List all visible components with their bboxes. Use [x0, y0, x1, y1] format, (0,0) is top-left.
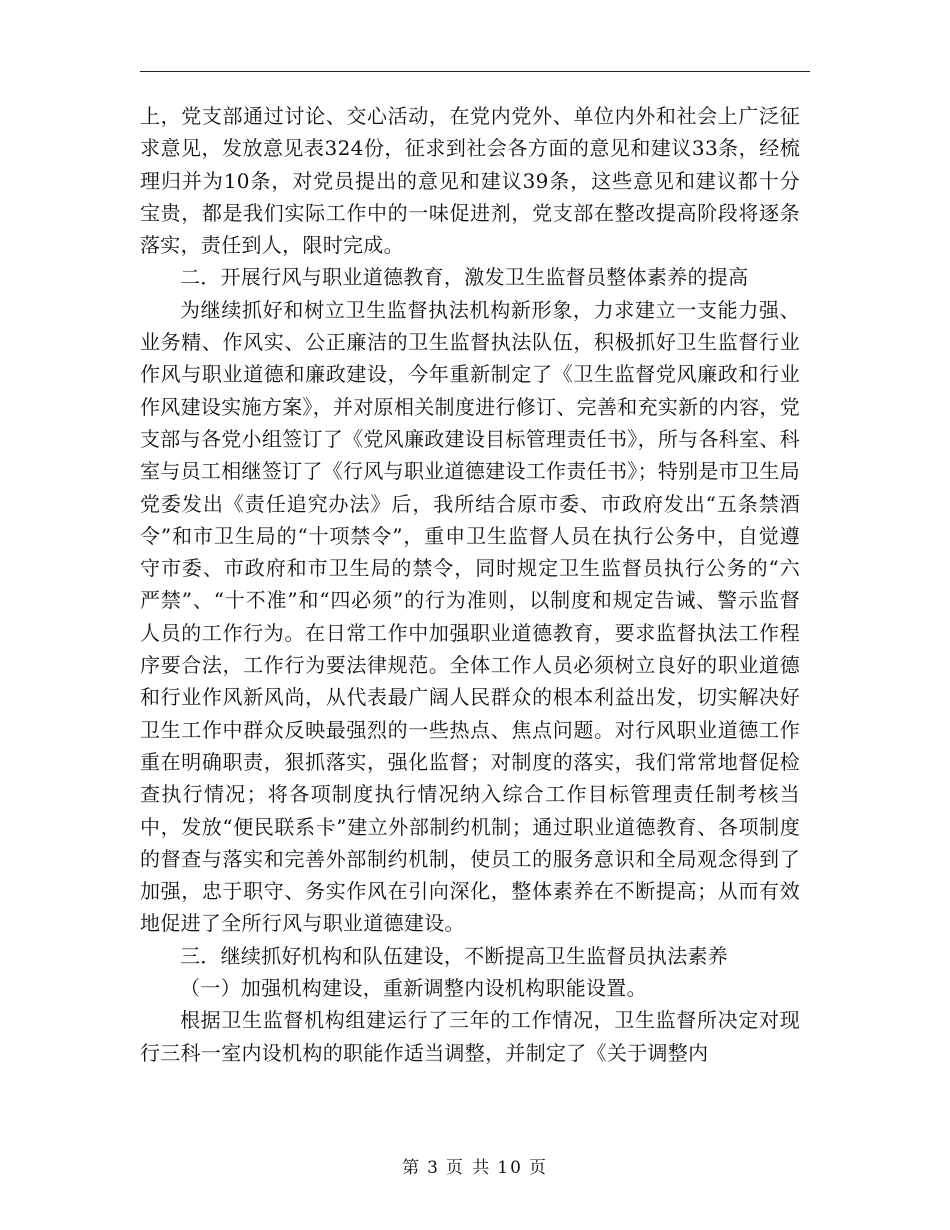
paragraph: 为继续抓好和树立卫生监督执法机构新形象，力求建立一支能力强、业务精、作风实、公正廉洁的卫生监督执法队伍，积极抓好卫生监督行业作风与职业道德和廉政建设，今年重新制定了《卫生监督党风廉政和行业作风建设实施方案》，并对原相关制度进行修订、完善和充实新的内容，党支部与各党小组签订了《党风廉政建设目标管理责任书》，所与各科室、科室与员工相继签订了《行风与职业道德建设工作责任书》；特别是市卫生局党委发出《责任追究办法》后，我所结合原市委、市政府发出“五条禁酒令”和市卫生局的“十项禁令”，重申卫生监督人员在执行公务中，自觉遵守市委、市政府和市卫生局的禁令，同时规定卫生监督员执行公务的“六严禁”、“十不准”和“四必须”的行为准则，以制度和规定告诫、警示监督人员的工作行为。在日常工作中加强职业道德教育，要求监督执法工作程序要合法，工作行为要法律规范。全体工作人员必须树立良好的职业道德和行业作风新风尚，从代表最广阔人民群众的根本利益出发，切实解决好卫生工作中群众反映最强烈的一些热点、焦点问题。对行风职业道德工作重在明确职责，狠抓落实，强化监督；对制度的落实，我们常常地督促检查执行情况；将各项制度执行情况纳入综合工作目标管理责任制考核当中，发放“便民联系卡”建立外部制约机制；通过职业道德教育、各项制度的督查与落实和完善外部制约机制，使员工的服务意识和全局观念得到了加强，忠于职守、务实作风在引向深化，整体素养在不断提高；从而有效地促进了全所行风与职业道德建设。 [140, 297, 800, 936]
paragraph-continuation: 上，党支部通过讨论、交心活动，在党内党外、单位内外和社会上广泛征求意见，发放意见表324份，征求到社会各方面的意见和建议33条，经梳理归并为10条，对党员提出的意见和建议39条，这些意见和建议都十分宝贵，都是我们实际工作中的一味促进剂，党支部在整改提高阶段将逐条落实，责任到人，限时完成。 [140, 104, 800, 258]
document-body [140, 100, 800, 1069]
page-footer [0, 1153, 950, 1178]
section-heading-2: 二．开展行风与职业道德教育，激发卫生监督员整体素养的提高 [180, 265, 749, 290]
header-rule [140, 71, 810, 72]
footer-middle: 页 共 [445, 1158, 492, 1178]
paragraph: 根据卫生监督机构组建运行了三年的工作情况，卫生监督所决定对现行三科一室内设机构的职能作适当调整，并制定了《关于调整内 [140, 1008, 800, 1065]
footer-suffix: 页 [528, 1158, 548, 1178]
subsection-heading-1: （一）加强机构建设，重新调整内设机构职能设置。 [180, 976, 647, 1001]
footer-prefix: 第 [402, 1158, 422, 1178]
footer-total-pages: 10 [497, 1158, 523, 1178]
footer-current-page: 3 [427, 1158, 440, 1178]
section-heading-3: 三．继续抓好机构和队伍建设，不断提高卫生监督员执法素养 [180, 943, 729, 968]
